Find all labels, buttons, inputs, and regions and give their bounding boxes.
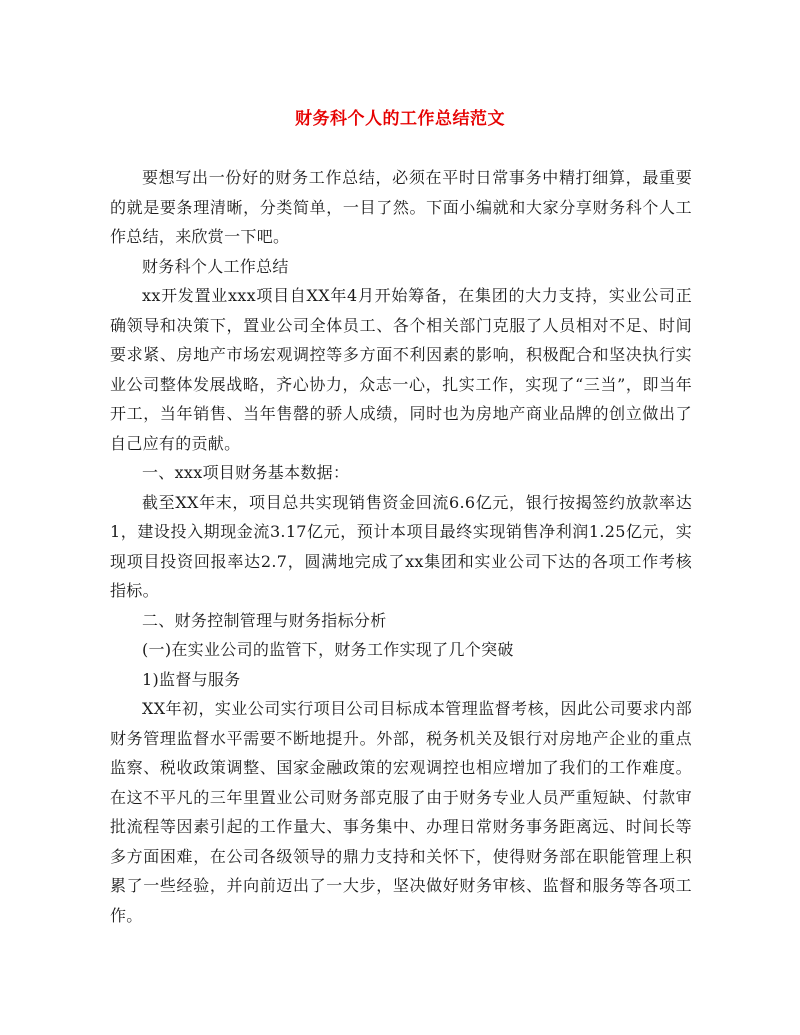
supervision-paragraph: XX年初，实业公司实行项目公司目标成本管理监督考核，因此公司要求内部财务管理监督水平需要不断地提升。外部，税务机关及银行对房地产企业的重点监察、税收政策调整、国家金融政策的宏观调控也相应增加了我们的工作难度。在这不平凡的三年里置业公司财务部克服了由于财务专业人员严重短缺、付款审批流程等因素引起的工作量大、事务集中、办理日常财务事务距离远、时间长等多方面困难，在公司各级领导的鼎力支持和关怀下，使得财务部在职能管理上积累了一些经验，并向前迈出了一大步，坚决做好财务审核、监督和服务等各项工作。 [110, 699, 692, 925]
project-overview-paragraph: xx开发置业xxx项目自XX年4月开始筹备，在集团的大力支持，实业公司正确领导和决策下，置业公司全体员工、各个相关部门克服了人员相对不足、时间要求紧、房地产市场宏观调控等多方面不利因素的影响，积极配合和坚决执行实业公司整体发展战略，齐心协力，众志一心，扎实工作，实现了“三当”，即当年开工，当年销售、当年售罄的骄人成绩，同时也为房地产商业品牌的创立做出了自己应有的贡献。 [110, 286, 692, 453]
document-title: 财务科个人的工作总结范文 [295, 109, 505, 129]
item-heading-supervision: 1)监督与服务 [142, 669, 241, 689]
section-heading-summary: 财务科个人工作总结 [142, 256, 289, 276]
document-body [110, 163, 692, 930]
subsection-heading-breakthroughs: (一)在实业公司的监管下，财务工作实现了几个突破 [142, 640, 514, 659]
section-heading-control-analysis: 二、财务控制管理与财务指标分析 [142, 610, 387, 630]
basic-data-paragraph: 截至XX年末，项目总共实现销售资金回流6.6亿元，银行按揭签约放款率达1，建设投入期现金流3.17亿元，预计本项目最终实现销售净利润1.25亿元，实现项目投资回报率达2.7，圆满地完成了xx集团和实业公司下达的各项工作考核指标。 [110, 492, 692, 600]
intro-paragraph: 要想写出一份好的财务工作总结，必须在平时日常事务中精打细算，最重要的就是要条理清晰，分类简单，一目了然。下面小编就和大家分享财务科个人工作总结，来欣赏一下吧。 [110, 168, 692, 246]
section-heading-basic-data: 一、xxx项目财务基本数据： [142, 463, 350, 482]
